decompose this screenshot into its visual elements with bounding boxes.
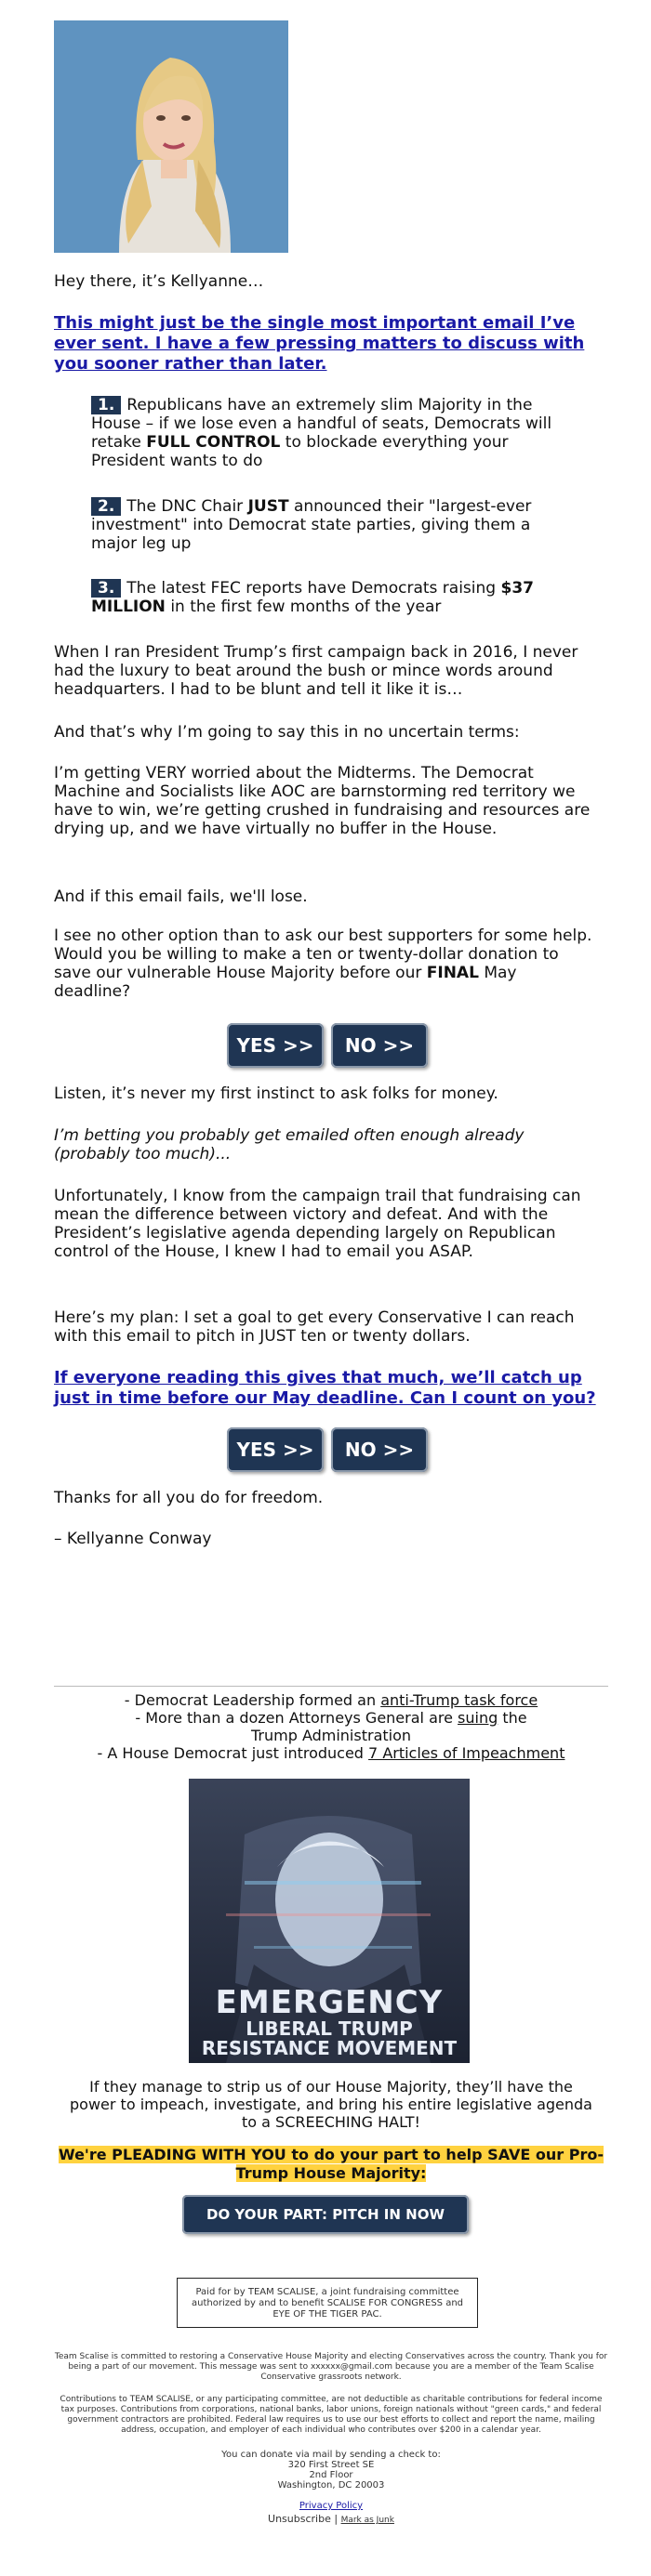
- point-1: [91, 396, 575, 470]
- point-2-bold: JUST: [247, 497, 289, 516]
- thanks-text: Thanks for all you do for freedom.: [54, 1489, 324, 1507]
- paid-for-text: Paid for by TEAM SCALISE, a joint fundraising committee authorized by and to benefit SCALISE FOR CONGRESS and EYE OF THE TIGER PAC.: [191, 2287, 464, 2320]
- task-force-link[interactable]: anti-Trump task force: [380, 1691, 538, 1709]
- paragraph-terms: And that’s why I’m going to say this in no uncertain terms:: [54, 723, 520, 742]
- point-2-text-end: announced their "largest-ever investment" into Democrat state parties, giving them a major leg up: [91, 497, 532, 553]
- point-1-number: 1.: [91, 396, 121, 414]
- paragraph-plan: Here’s my plan: I set a goal to get every Conservative I can reach with this email to pitch in JUST ten or twenty dollars.: [54, 1308, 575, 1346]
- unsubscribe-row: Unsubscribe | Mark as Junk: [268, 2513, 394, 2525]
- impeachment-link[interactable]: 7 Articles of Impeachment: [368, 1744, 565, 1762]
- portrait-illustration: [54, 20, 288, 253]
- plead-text: [54, 2146, 608, 2183]
- point-3-text: The latest FEC reports have Democrats raising: [126, 579, 501, 598]
- point-3: [91, 579, 575, 616]
- yes-button-2[interactable]: YES >>: [227, 1427, 324, 1472]
- bullet-1-text: - Democrat Leadership formed an: [124, 1691, 381, 1709]
- poster-subtitle-1: LIBERAL TRUMP: [246, 2017, 413, 2040]
- poster-subtitle-2: RESISTANCE MOVEMENT: [201, 2037, 458, 2059]
- signature: – Kellyanne Conway: [54, 1530, 212, 1548]
- paragraph-instinct: Listen, it’s never my first instinct to ask folks for money.: [54, 1084, 498, 1103]
- paragraph-emailed: I’m betting you probably get emailed often enough already (probably too much)...: [54, 1126, 525, 1163]
- plead-highlight: We're PLEADING WITH YOU to do your part to help SAVE our Pro-Trump House Majority:: [59, 2146, 604, 2182]
- headline-link[interactable]: This might just be the single most important email I’ve ever sent. I have a few pressing matters to discuss with you sooner rather than later.: [54, 313, 585, 374]
- mail-line-1: You can donate via mail by sending a check to:: [221, 2450, 441, 2460]
- ask-text: I see no other option than to ask our best supporters for some help. Would you be willing to make a ten or twenty-dollar donation to save our vulnerable House Majority before our: [54, 927, 592, 982]
- paragraph-ask: [54, 927, 598, 1001]
- privacy-policy-link[interactable]: Privacy Policy: [299, 2501, 364, 2511]
- point-1-text: Republicans have an extremely slim Majority in the House – if we lose even a handful of seats, Democrats will retake: [91, 396, 552, 452]
- committed-text: Team Scalise is committed to restoring a Conservative House Majority and electing Conservatives across the country. Thank you for being a part of our movement. This message was sent to xxxxxx@gmail.com because you are a member of the Team Scalise Conservative grassroots network.: [54, 2352, 608, 2382]
- bullet-3-text: - A House Democrat just introduced: [97, 1744, 369, 1762]
- strip-warning: If they manage to strip us of our House Majority, they’ll have the power to impeach, investigate, and bring his entire legislative agenda to a SCREECHING HALT!: [70, 2078, 592, 2131]
- ask-text-end: May deadline?: [54, 964, 517, 1001]
- paid-for-box: [177, 2278, 478, 2328]
- greeting: Hey there, it’s Kellyanne…: [54, 272, 264, 291]
- paragraph-fails: And if this email fails, we'll lose.: [54, 887, 308, 906]
- mail-line-3: 2nd Floor: [309, 2470, 353, 2480]
- mail-line-2: 320 First Street SE: [287, 2460, 375, 2470]
- footer-divider: [54, 1686, 608, 1687]
- poster-title: EMERGENCY: [215, 1984, 444, 2021]
- point-3-text-end: in the first few months of the year: [165, 598, 442, 616]
- cta-link[interactable]: If everyone reading this gives that much, we’ll catch up just in time before our May deadline. Can I count on you?: [54, 1368, 596, 1408]
- point-3-bold: $37 MILLION: [91, 579, 534, 616]
- bullet-task-force: [54, 1691, 608, 1709]
- paragraph-unfortunately: Unfortunately, I know from the campaign trail that fundraising can mean the difference between victory and defeat. And with the President’s legislative agenda depending largely on Republican control of the House, I knew I had to email you ASAP.: [54, 1187, 581, 1261]
- kellyanne-portrait: [54, 20, 288, 253]
- point-3-number: 3.: [91, 579, 121, 598]
- pitch-in-button[interactable]: DO YOUR PART: PITCH IN NOW: [182, 2195, 469, 2234]
- ask-bold: FINAL: [426, 964, 479, 982]
- point-2-number: 2.: [91, 497, 121, 516]
- contributions-text: Contributions to TEAM SCALISE, or any participating committee, are not deductible as charitable contributions for federal income tax purposes. Contributions from corporations, national banks, labor unions, foreign nationals without "green cards," and federal government contractors are prohibited. Federal law requires us to use our best efforts to collect and report the name, mailing address, occupation, and employer of each individual who contributes over $200 in a calendar year.: [60, 2395, 603, 2435]
- mark-as-junk-link[interactable]: Mark as Junk: [340, 2516, 394, 2525]
- bullet-2-text: - More than a dozen Attorneys General are: [135, 1709, 458, 1727]
- point-2-text: The DNC Chair: [126, 497, 248, 516]
- no-button-2[interactable]: NO >>: [331, 1427, 428, 1472]
- unsubscribe-link[interactable]: Unsubscribe: [268, 2513, 331, 2525]
- bullet-2-text-end: the Trump Administration: [250, 1709, 527, 1744]
- point-2: [91, 497, 575, 553]
- point-1-text-end: to blockade everything your President wants to do: [91, 433, 509, 470]
- yes-button[interactable]: YES >>: [227, 1023, 324, 1068]
- suing-link[interactable]: suing: [458, 1709, 498, 1727]
- paragraph-midterms: I’m getting VERY worried about the Midterms. The Democrat Machine and Socialists like AOC are barnstorming red territory we have to win, we’re getting crushed in fundraising and resources are drying up, and we have virtually no buffer in the House.: [54, 764, 591, 838]
- mail-line-4: Washington, DC 20003: [277, 2480, 385, 2491]
- no-button[interactable]: NO >>: [331, 1023, 428, 1068]
- point-1-bold: FULL CONTROL: [146, 433, 281, 452]
- emergency-poster[interactable]: [189, 1779, 470, 2063]
- bullet-impeachment: [54, 1744, 608, 1762]
- paragraph-campaign: When I ran President Trump’s first campaign back in 2016, I never had the luxury to beat around the bush or mince words around headquarters. I had to be blunt and tell it like it is…: [54, 643, 578, 699]
- bullet-suing: [112, 1709, 551, 1744]
